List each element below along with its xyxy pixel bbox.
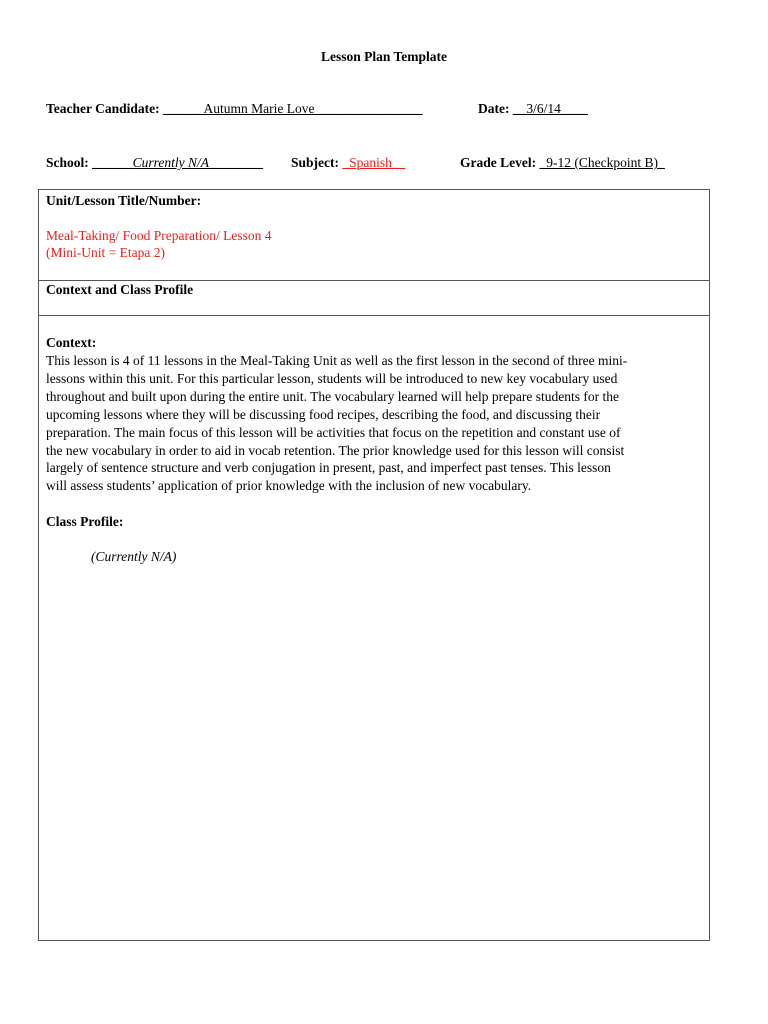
unit-title-line2: (Mini-Unit = Etapa 2) bbox=[46, 245, 165, 260]
school-label: School: bbox=[46, 155, 89, 170]
context-line: largely of sentence structure and verb conjugation in present, past, and imperfect past tenses. This lesson bbox=[46, 460, 611, 476]
school-post: ________ bbox=[209, 155, 264, 170]
grade-value: _9-12 (Checkpoint B)_ bbox=[539, 155, 665, 170]
grade-field bbox=[460, 155, 665, 171]
school-value: Currently N/A bbox=[132, 155, 210, 170]
context-line: preparation. The main focus of this lesson will be activities that focus on the repetition and constant use of bbox=[46, 424, 621, 440]
class-profile-heading: Class Profile: bbox=[46, 514, 124, 529]
date-label: Date: bbox=[478, 101, 510, 116]
context-line: will assess students’ application of prior knowledge with the inclusion of new vocabulary. bbox=[46, 478, 532, 494]
grade-label: Grade Level: bbox=[460, 155, 537, 170]
subject-value: _Spanish__ bbox=[342, 155, 406, 170]
teacher-label: Teacher Candidate: bbox=[46, 101, 160, 116]
context-profile-heading: Context and Class Profile bbox=[46, 282, 194, 297]
document-title: Lesson Plan Template bbox=[320, 49, 448, 64]
unit-box bbox=[38, 189, 710, 281]
context-line: lessons within this unit. For this particular lesson, students will be introduced to new key vocabulary used bbox=[46, 370, 618, 386]
teacher-date-row bbox=[46, 101, 423, 117]
school-pre: ______ bbox=[92, 155, 133, 170]
teacher-value: ______Autumn Marie Love________________ bbox=[163, 101, 423, 116]
context-line: throughout and built upon during the entire unit. The vocabulary learned will help prepare students for the bbox=[46, 388, 619, 404]
subject-field bbox=[291, 155, 405, 171]
class-profile-value: (Currently N/A) bbox=[91, 549, 177, 564]
context-line: This lesson is 4 of 11 lessons in the Meal-Taking Unit as well as the first lesson in the second of three mini- bbox=[46, 353, 628, 368]
unit-title-line1: Meal-Taking/ Food Preparation/ Lesson 4 bbox=[46, 228, 272, 243]
context-heading: Context: bbox=[46, 335, 97, 350]
unit-heading: Unit/Lesson Title/Number: bbox=[46, 193, 202, 208]
context-box bbox=[38, 315, 710, 941]
context-profile-box bbox=[38, 280, 710, 316]
subject-label: Subject: bbox=[291, 155, 339, 170]
date-field bbox=[478, 101, 588, 117]
date-value: __3/6/14____ bbox=[512, 101, 588, 116]
context-line: the new vocabulary in order to aid in vocab retention. The prior knowledge used for this lesson will consist bbox=[46, 442, 625, 458]
school-field bbox=[46, 155, 263, 171]
context-line: upcoming lessons where they will be discussing food recipes, describing the food, and discussing their bbox=[46, 406, 601, 422]
context-paragraph bbox=[46, 352, 701, 495]
